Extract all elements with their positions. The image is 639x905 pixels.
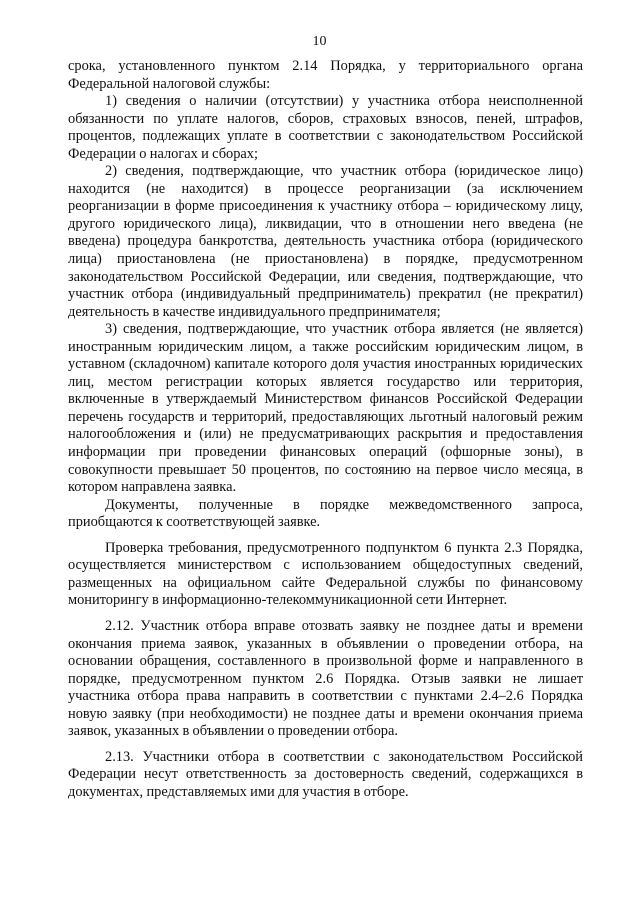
document-body bbox=[68, 58, 583, 801]
paragraph-verification: Проверка требования, предусмотренного подпунктом 6 пункта 2.3 Порядка, осуществляется министерством с использованием общедоступных сведений, размещенных на официальном сайте Федеральной службы по финансовому мониторингу в информационно-телекоммуникационной сети Интернет. bbox=[68, 539, 583, 609]
paragraph-continuation: срока, установленного пунктом 2.14 Порядка, у территориального органа Федеральной налоговой службы: bbox=[68, 58, 583, 92]
paragraph-2-13: 2.13. Участники отбора в соответствии с законодательством Российской Федерации несут ответственность за достоверность сведений, содержащихся в документах, представляемых ими для участия в отборе. bbox=[68, 748, 583, 800]
paragraph-documents: Документы, полученные в порядке межведомственного запроса, приобщаются к соответствующей заявке. bbox=[68, 496, 583, 531]
paragraph-item-2: 2) сведения, подтверждающие, что участник отбора (юридическое лицо) находится (не находится) в процессе реорганизации (за исключением реорганизации в форме присоединения к участнику отбора – юридическому лицу, другого юридического лица), ликвидации, что в отношении него введена (не введена) процедура банкротства, деятельность участника отбора (юридического лица) приостановлена (не приостановлена) в порядке, предусмотренном законодательством Российской Федерации, или сведения, подтверждающие, что участник отбора (индивидуальный предприниматель) прекратил (не прекратил) деятельность в качестве индивидуального предпринимателя; bbox=[68, 163, 583, 320]
paragraph-item-1: 1) сведения о наличии (отсутствии) у участника отбора неисполненной обязанности по уплате налогов, сборов, страховых взносов, пеней, штрафов, процентов, подлежащих уплате в соответствии с законодательством Российской Федерации о налогах и сборах; bbox=[68, 93, 583, 162]
paragraph-2-12: 2.12. Участник отбора вправе отозвать заявку не позднее даты и времени окончания приема заявок, указанных в объявлении о проведении отбора, на основании обращения, составленного в произвольной форме и направленного в порядке, предусмотренном пунктом 2.6 Порядка. Отзыв заявки не лишает участника отбора права направить в соответствии с пунктами 2.4–2.6 Порядка новую заявку (при необходимости) не позднее даты и времени окончания приема заявок, указанных в объявлении о проведении отбора. bbox=[68, 617, 583, 740]
page-number: 10 bbox=[312, 34, 327, 49]
paragraph-item-3: 3) сведения, подтверждающие, что участник отбора является (не является) иностранным юридическим лицом, а также российским юридическим лицом, в уставном (складочном) капитале которого доля участия иностранных юридических лиц, местом регистрации которых является государство или территория, включенные в утверждаемый Министерством финансов Российской Федерации перечень государств и территорий, предоставляющих льготный налоговый режим налогообложения и (или) не предусматривающих раскрытия и предоставления информации при проведении финансовых операций (офшорные зоны), в совокупности превышает 50 процентов, по состоянию на первое число месяца, в котором направлена заявка. bbox=[68, 321, 583, 496]
